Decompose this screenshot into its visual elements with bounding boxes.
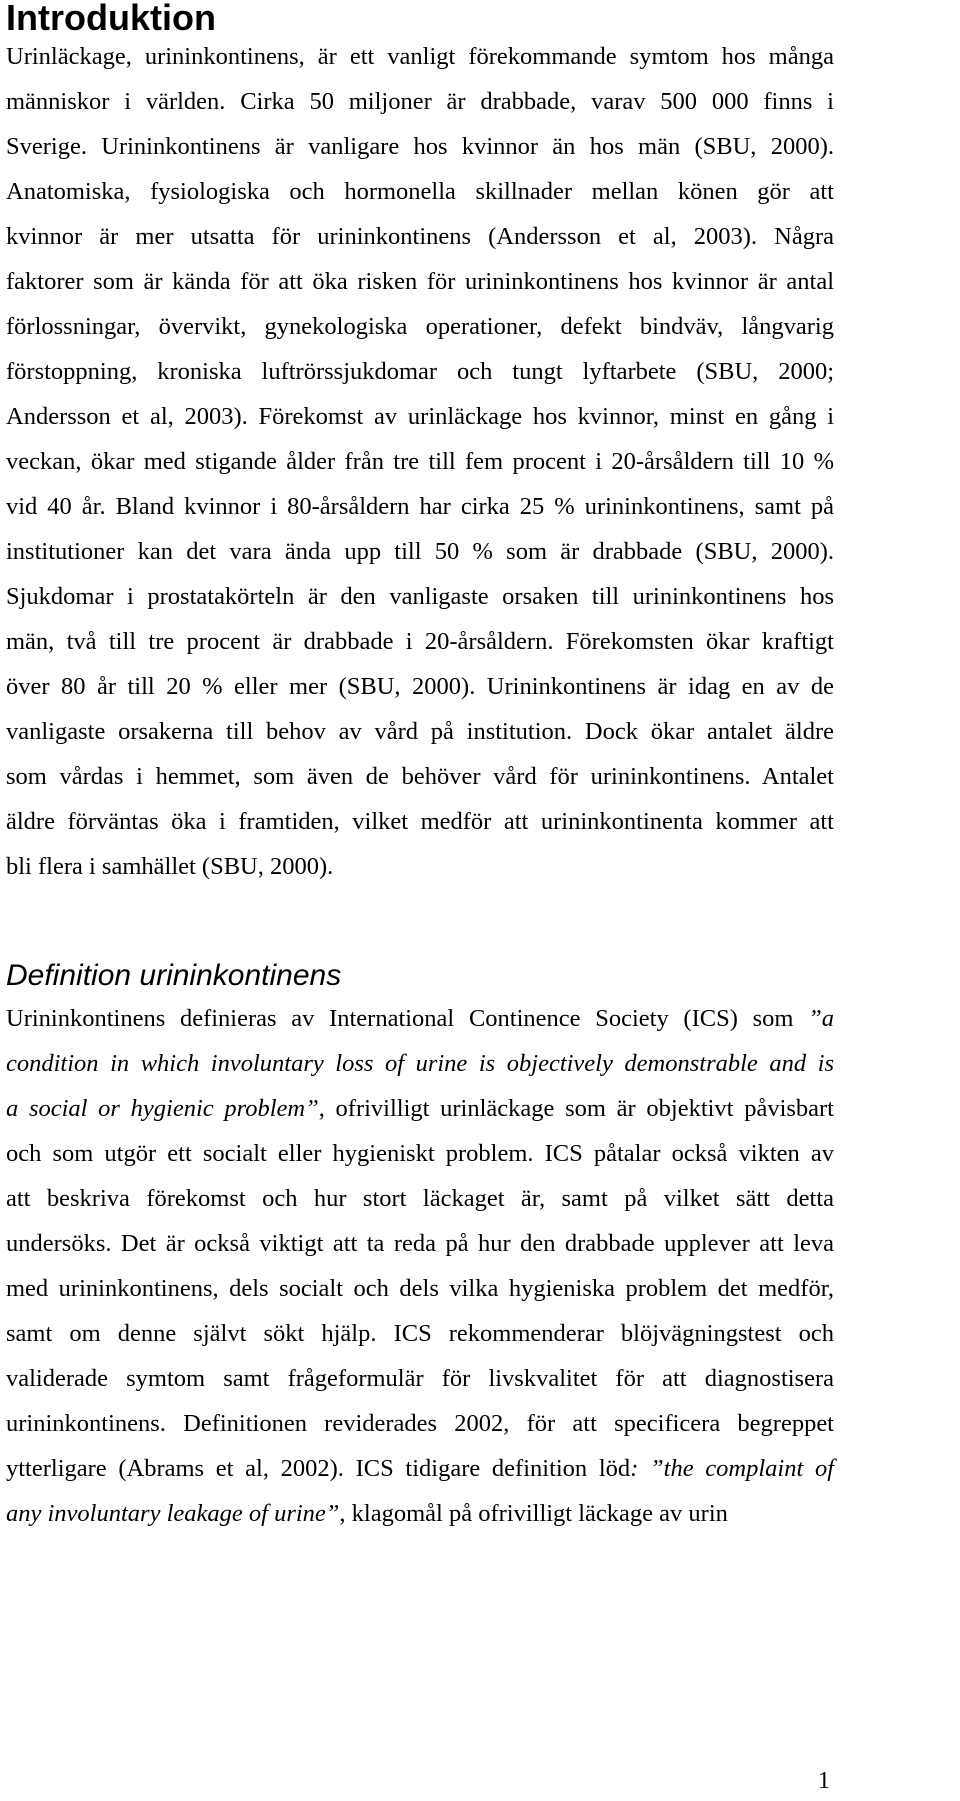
text-line: kvinnor är mer utsatta för urininkontinens (Andersson et al, 2003). Några (6, 223, 834, 250)
text-line: och som utgör ett socialt eller hygieniskt problem. ICS påtalar också vikten av (6, 1140, 834, 1167)
text-line: över 80 år till 20 % eller mer (SBU, 2000). Urininkontinens är idag en av de (6, 673, 834, 700)
text-line: Urinläckage, urininkontinens, är ett vanligt förekommande symtom hos många (6, 43, 834, 70)
text-line: Sjukdomar i prostatakörteln är den vanligaste orsaken till urininkontinens hos (6, 583, 834, 610)
text-line: veckan, ökar med stigande ålder från tre till fem procent i 20-årsåldern till 10 % (6, 448, 834, 475)
text-line: Anatomiska, fysiologiska och hormonella skillnader mellan könen gör att (6, 178, 834, 205)
page-number: 1 (818, 1768, 830, 1794)
text-line: äldre förväntas öka i framtiden, vilket medför att urininkontinenta kommer att (6, 808, 834, 835)
text-line: bli flera i samhället (SBU, 2000). (6, 853, 334, 880)
text-line: faktorer som är kända för att öka risken för urininkontinens hos kvinnor är antal (6, 268, 834, 295)
quote-run: a social or hygienic problem” (6, 1095, 319, 1122)
text-line: Sverige. Urininkontinens är vanligare hos kvinnor än hos män (SBU, 2000). (6, 133, 834, 160)
quote-run: any involuntary leakage of urine” (6, 1500, 340, 1527)
section-heading-definition: Definition urininkontinens (6, 959, 342, 992)
text-line: män, två till tre procent är drabbade i 20-årsåldern. Förekomsten ökar kraftigt (6, 628, 834, 655)
text-line: validerade symtom samt frågeformulär för livskvalitet för att diagnostisera (6, 1365, 834, 1392)
text-line: förlossningar, övervikt, gynekologiska operationer, defekt bindväv, långvarig (6, 313, 834, 340)
text-line (6, 1498, 834, 1530)
quote-run: : ”the complaint of (630, 1455, 835, 1482)
text-line: Andersson et al, 2003). Förekomst av urinläckage hos kvinnor, minst en gång i (6, 403, 834, 430)
text-run: ytterligare (Abrams et al, 2002). ICS tidigare definition löd (6, 1455, 631, 1482)
text-line: att beskriva förekomst och hur stort läckaget är, samt på vilket sätt detta (6, 1185, 834, 1212)
text-line: samt om denne självt sökt hjälp. ICS rekommenderar blöjvägningstest och (6, 1320, 834, 1347)
text-line: vid 40 år. Bland kvinnor i 80-årsåldern har cirka 25 % urininkontinens, samt på (6, 493, 834, 520)
text-line: urininkontinens. Definitionen reviderades 2002, för att specificera begreppet (6, 1410, 834, 1437)
quote-run: ”a (808, 1005, 834, 1032)
text-line: vanligaste orsakerna till behov av vård på institution. Dock ökar antalet äldre (6, 718, 834, 745)
section-heading-introduktion: Introduktion (6, 0, 216, 38)
text-line (6, 1003, 834, 1035)
text-line: institutioner kan det vara ända upp till 50 % som är drabbade (SBU, 2000). (6, 538, 834, 565)
text-line (6, 1093, 834, 1125)
text-line (6, 1048, 834, 1080)
text-line (6, 1453, 834, 1485)
text-run: , klagomål på ofrivilligt läckage av urin (339, 1500, 728, 1527)
quote-run: condition in which involuntary loss of urine is objectively demonstrable and is (6, 1050, 834, 1077)
text-line: undersöks. Det är också viktigt att ta reda på hur den drabbade upplever att leva (6, 1230, 834, 1257)
text-line: människor i världen. Cirka 50 miljoner är drabbade, varav 500 000 finns i (6, 88, 834, 115)
text-line: som vårdas i hemmet, som även de behöver vård för urininkontinens. Antalet (6, 763, 834, 790)
text-line: med urininkontinens, dels socialt och dels vilka hygieniska problem det medför, (6, 1275, 834, 1302)
text-line: förstoppning, kroniska luftrörssjukdomar och tungt lyftarbete (SBU, 2000; (6, 358, 834, 385)
text-run: Urininkontinens definieras av International Continence Society (ICS) som (6, 1005, 809, 1032)
text-run: , ofrivilligt urinläckage som är objektivt påvisbart (318, 1095, 834, 1122)
